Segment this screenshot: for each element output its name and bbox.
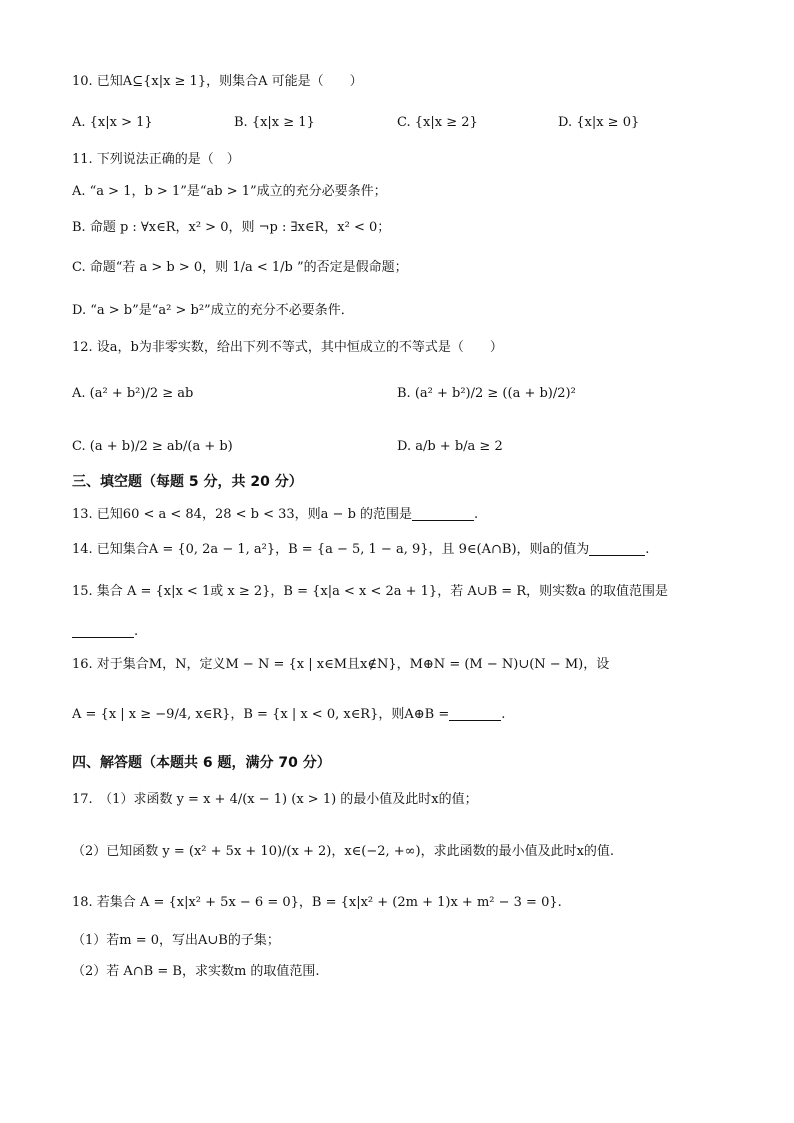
q10-stem: 10. 已知A⊆{x|x ≥ 1}，则集合A 可能是（ ） [72, 74, 363, 89]
q18-part-1: （1）若m = 0，写出A∪B的子集； [72, 933, 280, 948]
q13-text: 13. 已知60 < a < 84，28 < b < 33，则a − b 的范围是 [72, 507, 413, 522]
q11-option-a: A. “a > 1，b > 1”是“ab > 1”成立的充分必要条件； [72, 184, 387, 199]
q14-answer-blank [589, 541, 645, 556]
section-3-heading: 三、填空题（每题 5 分，共 20 分） [72, 474, 303, 490]
q16-line-2 [72, 705, 505, 725]
q16-end: . [501, 707, 506, 722]
q11-option-d: D. “a > b”是“a² > b²”成立的充分不必要条件． [72, 303, 354, 318]
q10-option-c: C. {x|x ≥ 2} [397, 115, 478, 130]
q17-part-2: （2）已知函数 y = (x² + 5x + 10)/(x + 2)，x∈(−2, +∞)，求此函数的最小值及此时x的值. [72, 844, 615, 859]
q13-answer-blank [412, 506, 474, 521]
q12-option-a: A. (a² + b²)/2 ≥ ab [72, 386, 194, 401]
q13 [72, 505, 478, 525]
q15-end: . [134, 624, 139, 639]
q17-part-1: 17. （1）求函数 y = x + 4/(x − 1) (x > 1) 的最小值及此时x的值； [72, 792, 478, 807]
q12-stem: 12. 设a，b为非零实数，给出下列不等式，其中恒成立的不等式是（ ） [72, 340, 503, 355]
q18-stem: 18. 若集合 A = {x|x² + 5x − 6 = 0}，B = {x|x² + (2m + 1)x + m² − 3 = 0}. [72, 895, 562, 910]
q12-option-b: B. (a² + b²)/2 ≥ ((a + b)/2)² [397, 386, 576, 401]
section-4-heading: 四、解答题（本题共 6 题，满分 70 分） [72, 755, 331, 771]
q10-option-b: B. {x|x ≥ 1} [234, 115, 315, 130]
q18-part-2: （2）若 A∩B = B，求实数m 的取值范围. [72, 964, 320, 979]
q16-answer-blank [449, 706, 501, 721]
q14 [72, 540, 649, 560]
q11-option-b: B. 命题 p : ∀x∈R，x² > 0，则 ¬p : ∃x∈R，x² < 0； [72, 220, 391, 235]
q11-stem: 11. 下列说法正确的是（ ） [72, 152, 240, 167]
q14-text: 14. 已知集合A = {0, 2a − 1, a²}，B = {a − 5, 1 − a, 9}，且 9∈(A∩B)，则a的值为 [72, 542, 590, 557]
q15-answer-blank [72, 623, 134, 638]
q11-option-c: C. 命题“若 a > b > 0，则 1/a < 1/b ”的否定是假命题； [72, 260, 408, 275]
q12-option-d: D. a/b + b/a ≥ 2 [397, 439, 503, 454]
q16-line-1: 16. 对于集合M，N，定义M − N = {x | x∈M且x∉N}，M⊕N = (M − N)∪(N − M)，设 [72, 657, 610, 672]
q15-continuation [72, 622, 138, 642]
q12-option-c: C. (a + b)/2 ≥ ab/(a + b) [72, 439, 233, 454]
q14-end: . [645, 542, 650, 557]
q10-option-d: D. {x|x ≥ 0} [558, 115, 640, 130]
q10-option-a: A. {x|x > 1} [72, 115, 153, 130]
q13-end: . [474, 507, 479, 522]
q15-text: 15. 集合 A = {x|x < 1或 x ≥ 2}，B = {x|a < x < 2a + 1}，若 A∪B = R，则实数a 的取值范围是 [72, 584, 668, 599]
q16-text: A = {x | x ≥ −9/4, x∈R}，B = {x | x < 0, x∈R}，则A⊕B = [72, 707, 450, 722]
